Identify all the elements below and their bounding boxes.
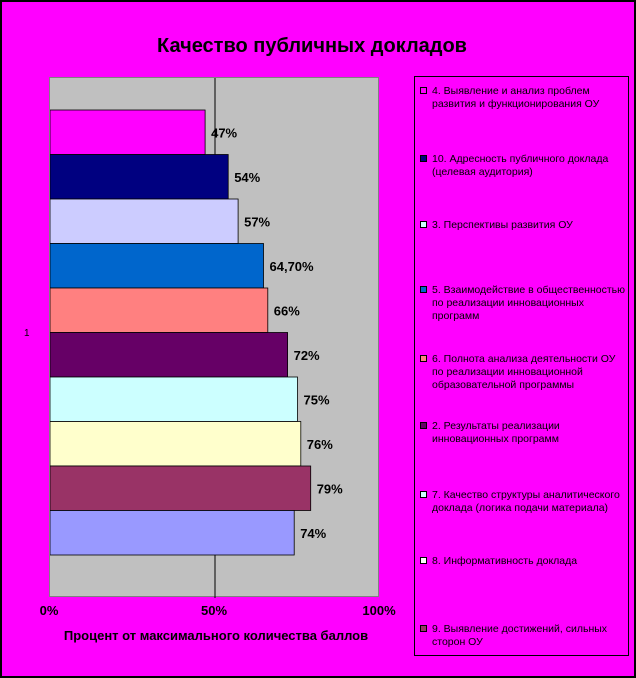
bar-6 [50,377,298,422]
legend-swatch-0 [420,87,427,94]
legend-label-3: 5. Взаимодействие в общественностью по реализации инновационных программ [432,284,626,322]
bar-8 [50,466,311,511]
legend-item-7 [420,555,626,568]
x-tick-50: 50% [200,603,228,618]
legend-label-1: 10. Адресность публичного доклада (целевая аудитория) [432,153,609,178]
bar-3 [50,244,264,289]
legend-label-5: 2. Результаты реализации инновационных программ [432,420,560,445]
bar-label-0: 47% [211,125,238,141]
bar-label-3: 64,70% [269,258,314,274]
legend-swatch-4 [420,355,427,362]
legend-item-3 [420,284,626,323]
legend-item-8 [420,623,626,649]
bar-label-5: 72% [293,347,320,363]
legend-swatch-3 [420,286,427,293]
bar-0 [50,110,205,155]
legend-label-2: 3. Перспективы развития ОУ [432,219,573,231]
bar-7 [50,422,301,467]
legend-label-4: 6. Полнота анализа деятельности ОУ по реализации инновационной образовательной программы [432,353,616,391]
bar-label-2: 57% [244,214,271,230]
bar-label-4: 66% [273,303,300,319]
x-tick-100: 100% [362,603,396,618]
bar-9 [50,511,294,556]
legend-item-2 [420,219,626,232]
legend-swatch-1 [420,155,427,162]
legend-swatch-7 [420,557,427,564]
legend-swatch-5 [420,422,427,429]
bar-5 [50,333,288,378]
legend-swatch-6 [420,491,427,498]
legend-label-0: 4. Выявление и анализ проблем развития и функционирования ОУ [432,85,600,110]
category-label: 1 [24,328,30,339]
legend [414,76,629,656]
x-axis-label: Процент от максимального количества баллов [63,628,369,643]
bar-label-6: 75% [303,392,330,408]
bar-1 [50,155,228,200]
bar-label-7: 76% [306,436,333,452]
bar-2 [50,199,238,244]
legend-item-4 [420,353,626,392]
plot-area [49,77,379,597]
bar-label-9: 74% [300,525,327,541]
bar-4 [50,288,268,333]
bar-label-8: 79% [316,481,343,497]
legend-label-8: 9. Выявление достижений, сильных сторон ОУ [432,623,608,648]
legend-item-5 [420,420,626,446]
bar-chart [50,78,380,598]
legend-label-7: 8. Информативность доклада [432,555,578,567]
legend-swatch-8 [420,625,427,632]
bar-label-1: 54% [234,169,261,185]
chart-title: Качество публичных докладов [157,35,467,57]
x-tick-0: 0% [39,603,59,618]
legend-item-0 [420,85,626,111]
legend-label-6: 7. Качество структуры аналитического доклада (логика подачи материала) [432,489,620,514]
legend-item-6 [420,489,626,515]
legend-item-1 [420,153,626,179]
legend-swatch-2 [420,221,427,228]
